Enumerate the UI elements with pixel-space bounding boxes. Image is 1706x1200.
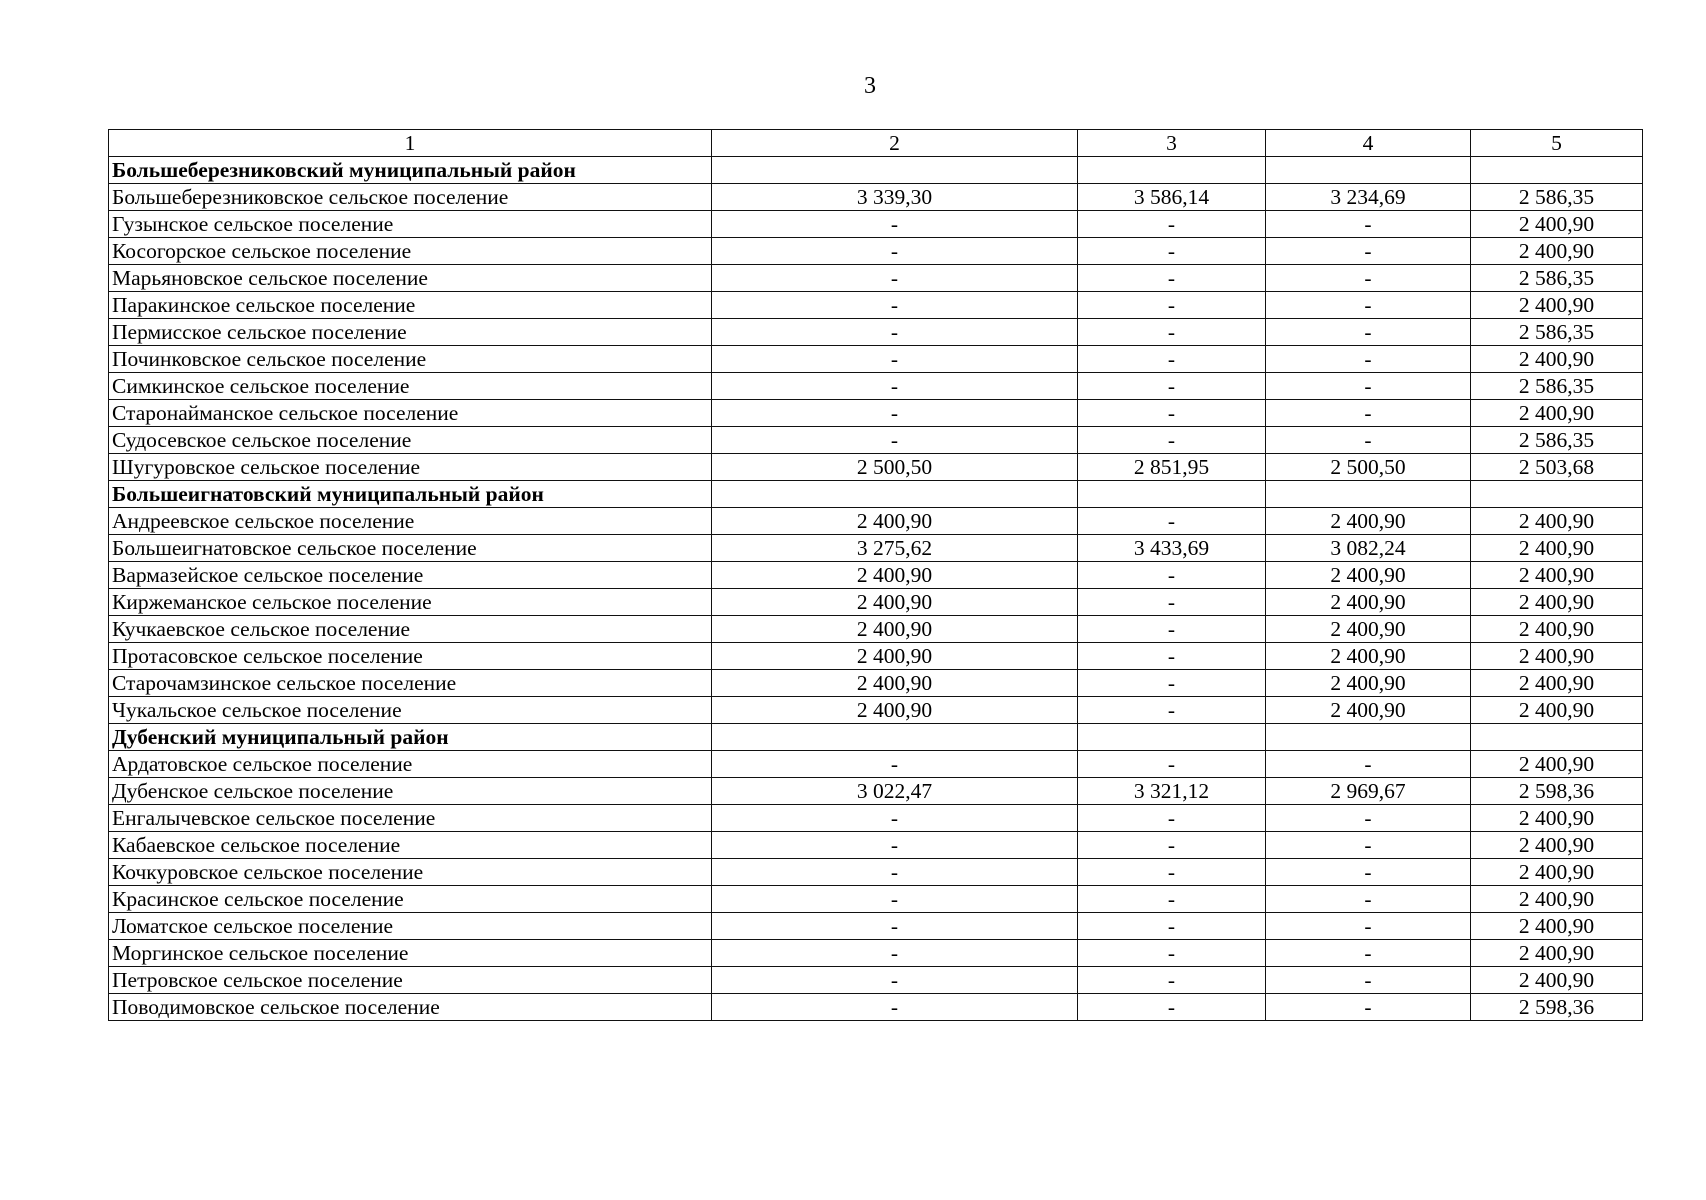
value-col2-cell: - [712, 238, 1078, 265]
value-col4-cell: 2 400,90 [1266, 589, 1471, 616]
column-header-2: 2 [712, 130, 1078, 157]
value-col5-cell: 2 586,35 [1471, 265, 1643, 292]
value-col3-cell: - [1078, 616, 1266, 643]
table-row [109, 886, 1643, 913]
table-row [109, 832, 1643, 859]
value-col5-cell: 2 400,90 [1471, 616, 1643, 643]
value-col2-cell: - [712, 427, 1078, 454]
value-col2-cell: - [712, 832, 1078, 859]
settlement-name-cell: Паракинское сельское поселение [109, 292, 712, 319]
settlement-name-cell: Протасовское сельское поселение [109, 643, 712, 670]
value-col4-cell: 3 082,24 [1266, 535, 1471, 562]
value-col5-cell: 2 400,90 [1471, 535, 1643, 562]
district-name-cell: Большеберезниковский муниципальный район [109, 157, 712, 184]
value-col5-cell [1471, 157, 1643, 184]
value-col5-cell: 2 400,90 [1471, 751, 1643, 778]
value-col5-cell: 2 586,35 [1471, 373, 1643, 400]
settlement-name-cell: Гузынское сельское поселение [109, 211, 712, 238]
value-col5-cell: 2 400,90 [1471, 346, 1643, 373]
value-col3-cell: - [1078, 913, 1266, 940]
value-col4-cell: 2 400,90 [1266, 562, 1471, 589]
value-col4-cell: - [1266, 859, 1471, 886]
value-col2-cell [712, 157, 1078, 184]
table-row [109, 400, 1643, 427]
value-col5-cell: 2 586,35 [1471, 184, 1643, 211]
value-col5-cell [1471, 724, 1643, 751]
column-header-3: 3 [1078, 130, 1266, 157]
value-col3-cell: - [1078, 508, 1266, 535]
value-col4-cell: 2 400,90 [1266, 670, 1471, 697]
value-col3-cell: - [1078, 562, 1266, 589]
value-col2-cell: - [712, 805, 1078, 832]
column-header-5: 5 [1471, 130, 1643, 157]
value-col2-cell: 2 400,90 [712, 589, 1078, 616]
value-col3-cell: - [1078, 967, 1266, 994]
settlement-name-cell: Косогорское сельское поселение [109, 238, 712, 265]
table-row [109, 238, 1643, 265]
value-col5-cell: 2 400,90 [1471, 805, 1643, 832]
district-header-row [109, 481, 1643, 508]
value-col2-cell: - [712, 994, 1078, 1021]
table-body [109, 157, 1643, 1021]
value-col2-cell: - [712, 211, 1078, 238]
value-col2-cell: - [712, 751, 1078, 778]
settlement-name-cell: Дубенское сельское поселение [109, 778, 712, 805]
district-name-cell: Большеигнатовский муниципальный район [109, 481, 712, 508]
table-row [109, 373, 1643, 400]
value-col5-cell: 2 400,90 [1471, 508, 1643, 535]
table-row [109, 508, 1643, 535]
table-row [109, 454, 1643, 481]
value-col4-cell: 2 969,67 [1266, 778, 1471, 805]
value-col5-cell [1471, 481, 1643, 508]
value-col3-cell: - [1078, 427, 1266, 454]
value-col3-cell: - [1078, 832, 1266, 859]
settlement-name-cell: Вармазейское сельское поселение [109, 562, 712, 589]
value-col5-cell: 2 586,35 [1471, 427, 1643, 454]
settlement-name-cell: Петровское сельское поселение [109, 967, 712, 994]
table-row [109, 751, 1643, 778]
value-col3-cell: - [1078, 589, 1266, 616]
value-col2-cell: 3 275,62 [712, 535, 1078, 562]
value-col2-cell: - [712, 859, 1078, 886]
value-col3-cell: - [1078, 643, 1266, 670]
value-col4-cell [1266, 724, 1471, 751]
district-header-row [109, 724, 1643, 751]
value-col5-cell: 2 400,90 [1471, 589, 1643, 616]
settlement-name-cell: Кочкуровское сельское поселение [109, 859, 712, 886]
table-row [109, 859, 1643, 886]
settlement-name-cell: Моргинское сельское поселение [109, 940, 712, 967]
value-col5-cell: 2 400,90 [1471, 670, 1643, 697]
settlement-name-cell: Ломатское сельское поселение [109, 913, 712, 940]
value-col2-cell [712, 481, 1078, 508]
value-col4-cell: - [1266, 886, 1471, 913]
table-row [109, 292, 1643, 319]
value-col2-cell: 3 339,30 [712, 184, 1078, 211]
table-row [109, 319, 1643, 346]
table-row [109, 913, 1643, 940]
table-row [109, 697, 1643, 724]
settlement-name-cell: Судосевское сельское поселение [109, 427, 712, 454]
value-col2-cell: - [712, 913, 1078, 940]
table-row [109, 994, 1643, 1021]
value-col3-cell [1078, 481, 1266, 508]
value-col3-cell: - [1078, 319, 1266, 346]
settlement-name-cell: Кучкаевское сельское поселение [109, 616, 712, 643]
table-row [109, 265, 1643, 292]
value-col5-cell: 2 400,90 [1471, 562, 1643, 589]
page-number: 3 [864, 73, 876, 99]
value-col5-cell: 2 400,90 [1471, 886, 1643, 913]
value-col3-cell: - [1078, 265, 1266, 292]
value-col2-cell: - [712, 265, 1078, 292]
value-col5-cell: 2 400,90 [1471, 643, 1643, 670]
value-col4-cell: 2 400,90 [1266, 697, 1471, 724]
value-col5-cell: 2 598,36 [1471, 778, 1643, 805]
value-col4-cell: - [1266, 832, 1471, 859]
value-col2-cell: - [712, 400, 1078, 427]
value-col5-cell: 2 400,90 [1471, 940, 1643, 967]
value-col5-cell: 2 400,90 [1471, 859, 1643, 886]
value-col3-cell: - [1078, 670, 1266, 697]
value-col5-cell: 2 400,90 [1471, 292, 1643, 319]
value-col4-cell: - [1266, 805, 1471, 832]
value-col3-cell: - [1078, 292, 1266, 319]
value-col3-cell: - [1078, 994, 1266, 1021]
value-col4-cell: - [1266, 265, 1471, 292]
value-col2-cell: 2 400,90 [712, 643, 1078, 670]
value-col2-cell: - [712, 319, 1078, 346]
value-col2-cell: 2 400,90 [712, 562, 1078, 589]
value-col4-cell: 2 400,90 [1266, 643, 1471, 670]
value-col3-cell [1078, 157, 1266, 184]
value-col2-cell: - [712, 940, 1078, 967]
value-col3-cell: - [1078, 805, 1266, 832]
column-number-row [109, 130, 1643, 157]
value-col2-cell: - [712, 886, 1078, 913]
table-row [109, 211, 1643, 238]
value-col4-cell: - [1266, 346, 1471, 373]
value-col4-cell: - [1266, 913, 1471, 940]
value-col3-cell: - [1078, 751, 1266, 778]
table-row [109, 562, 1643, 589]
value-col4-cell: - [1266, 967, 1471, 994]
value-col5-cell: 2 400,90 [1471, 211, 1643, 238]
table-row [109, 805, 1643, 832]
table-row [109, 535, 1643, 562]
settlement-name-cell: Марьяновское сельское поселение [109, 265, 712, 292]
value-col2-cell: - [712, 967, 1078, 994]
value-col3-cell: 3 433,69 [1078, 535, 1266, 562]
table-row [109, 670, 1643, 697]
value-col3-cell: 2 851,95 [1078, 454, 1266, 481]
value-col3-cell: - [1078, 886, 1266, 913]
value-col4-cell: 2 400,90 [1266, 616, 1471, 643]
table-row [109, 346, 1643, 373]
settlement-name-cell: Ардатовское сельское поселение [109, 751, 712, 778]
value-col4-cell [1266, 481, 1471, 508]
table-row [109, 589, 1643, 616]
value-col4-cell: - [1266, 319, 1471, 346]
value-col5-cell: 2 586,35 [1471, 319, 1643, 346]
value-col4-cell: - [1266, 751, 1471, 778]
value-col2-cell: 2 500,50 [712, 454, 1078, 481]
value-col4-cell: - [1266, 292, 1471, 319]
table-row [109, 967, 1643, 994]
value-col2-cell: 2 400,90 [712, 616, 1078, 643]
value-col2-cell: - [712, 373, 1078, 400]
settlement-name-cell: Кабаевское сельское поселение [109, 832, 712, 859]
column-header-4: 4 [1266, 130, 1471, 157]
settlement-name-cell: Старочамзинское сельское поселение [109, 670, 712, 697]
value-col2-cell: - [712, 292, 1078, 319]
settlement-name-cell: Большеберезниковское сельское поселение [109, 184, 712, 211]
settlement-name-cell: Андреевское сельское поселение [109, 508, 712, 535]
value-col4-cell: - [1266, 994, 1471, 1021]
value-col3-cell: 3 321,12 [1078, 778, 1266, 805]
table-row [109, 616, 1643, 643]
value-col4-cell: - [1266, 400, 1471, 427]
district-name-cell: Дубенский муниципальный район [109, 724, 712, 751]
value-col3-cell [1078, 724, 1266, 751]
table-row [109, 940, 1643, 967]
value-col4-cell: 3 234,69 [1266, 184, 1471, 211]
value-col5-cell: 2 400,90 [1471, 967, 1643, 994]
value-col3-cell: - [1078, 940, 1266, 967]
value-col3-cell: - [1078, 400, 1266, 427]
value-col3-cell: 3 586,14 [1078, 184, 1266, 211]
value-col4-cell: - [1266, 940, 1471, 967]
settlement-name-cell: Красинское сельское поселение [109, 886, 712, 913]
settlement-name-cell: Починковское сельское поселение [109, 346, 712, 373]
settlement-name-cell: Чукальское сельское поселение [109, 697, 712, 724]
settlement-name-cell: Киржеманское сельское поселение [109, 589, 712, 616]
table-row [109, 184, 1643, 211]
value-col3-cell: - [1078, 373, 1266, 400]
value-col4-cell: 2 400,90 [1266, 508, 1471, 535]
table-row [109, 427, 1643, 454]
settlement-name-cell: Большеигнатовское сельское поселение [109, 535, 712, 562]
settlement-name-cell: Пермисское сельское поселение [109, 319, 712, 346]
value-col3-cell: - [1078, 211, 1266, 238]
value-col2-cell: 2 400,90 [712, 508, 1078, 535]
value-col3-cell: - [1078, 859, 1266, 886]
value-col5-cell: 2 400,90 [1471, 832, 1643, 859]
table-row [109, 778, 1643, 805]
value-col5-cell: 2 400,90 [1471, 238, 1643, 265]
value-col2-cell: - [712, 346, 1078, 373]
value-col4-cell: - [1266, 427, 1471, 454]
settlement-name-cell: Поводимовское сельское поселение [109, 994, 712, 1021]
value-col3-cell: - [1078, 346, 1266, 373]
value-col4-cell [1266, 157, 1471, 184]
table-row [109, 643, 1643, 670]
value-col5-cell: 2 400,90 [1471, 913, 1643, 940]
column-header-1: 1 [109, 130, 712, 157]
value-col2-cell [712, 724, 1078, 751]
tariff-table [108, 129, 1643, 1021]
value-col5-cell: 2 503,68 [1471, 454, 1643, 481]
value-col3-cell: - [1078, 238, 1266, 265]
settlement-name-cell: Енгалычевское сельское поселение [109, 805, 712, 832]
district-header-row [109, 157, 1643, 184]
value-col2-cell: 3 022,47 [712, 778, 1078, 805]
settlement-name-cell: Симкинское сельское поселение [109, 373, 712, 400]
value-col4-cell: - [1266, 211, 1471, 238]
settlement-name-cell: Старонайманское сельское поселение [109, 400, 712, 427]
value-col2-cell: 2 400,90 [712, 670, 1078, 697]
value-col3-cell: - [1078, 697, 1266, 724]
value-col4-cell: 2 500,50 [1266, 454, 1471, 481]
value-col5-cell: 2 400,90 [1471, 697, 1643, 724]
settlement-name-cell: Шугуровское сельское поселение [109, 454, 712, 481]
value-col5-cell: 2 400,90 [1471, 400, 1643, 427]
value-col5-cell: 2 598,36 [1471, 994, 1643, 1021]
value-col2-cell: 2 400,90 [712, 697, 1078, 724]
value-col4-cell: - [1266, 238, 1471, 265]
value-col4-cell: - [1266, 373, 1471, 400]
